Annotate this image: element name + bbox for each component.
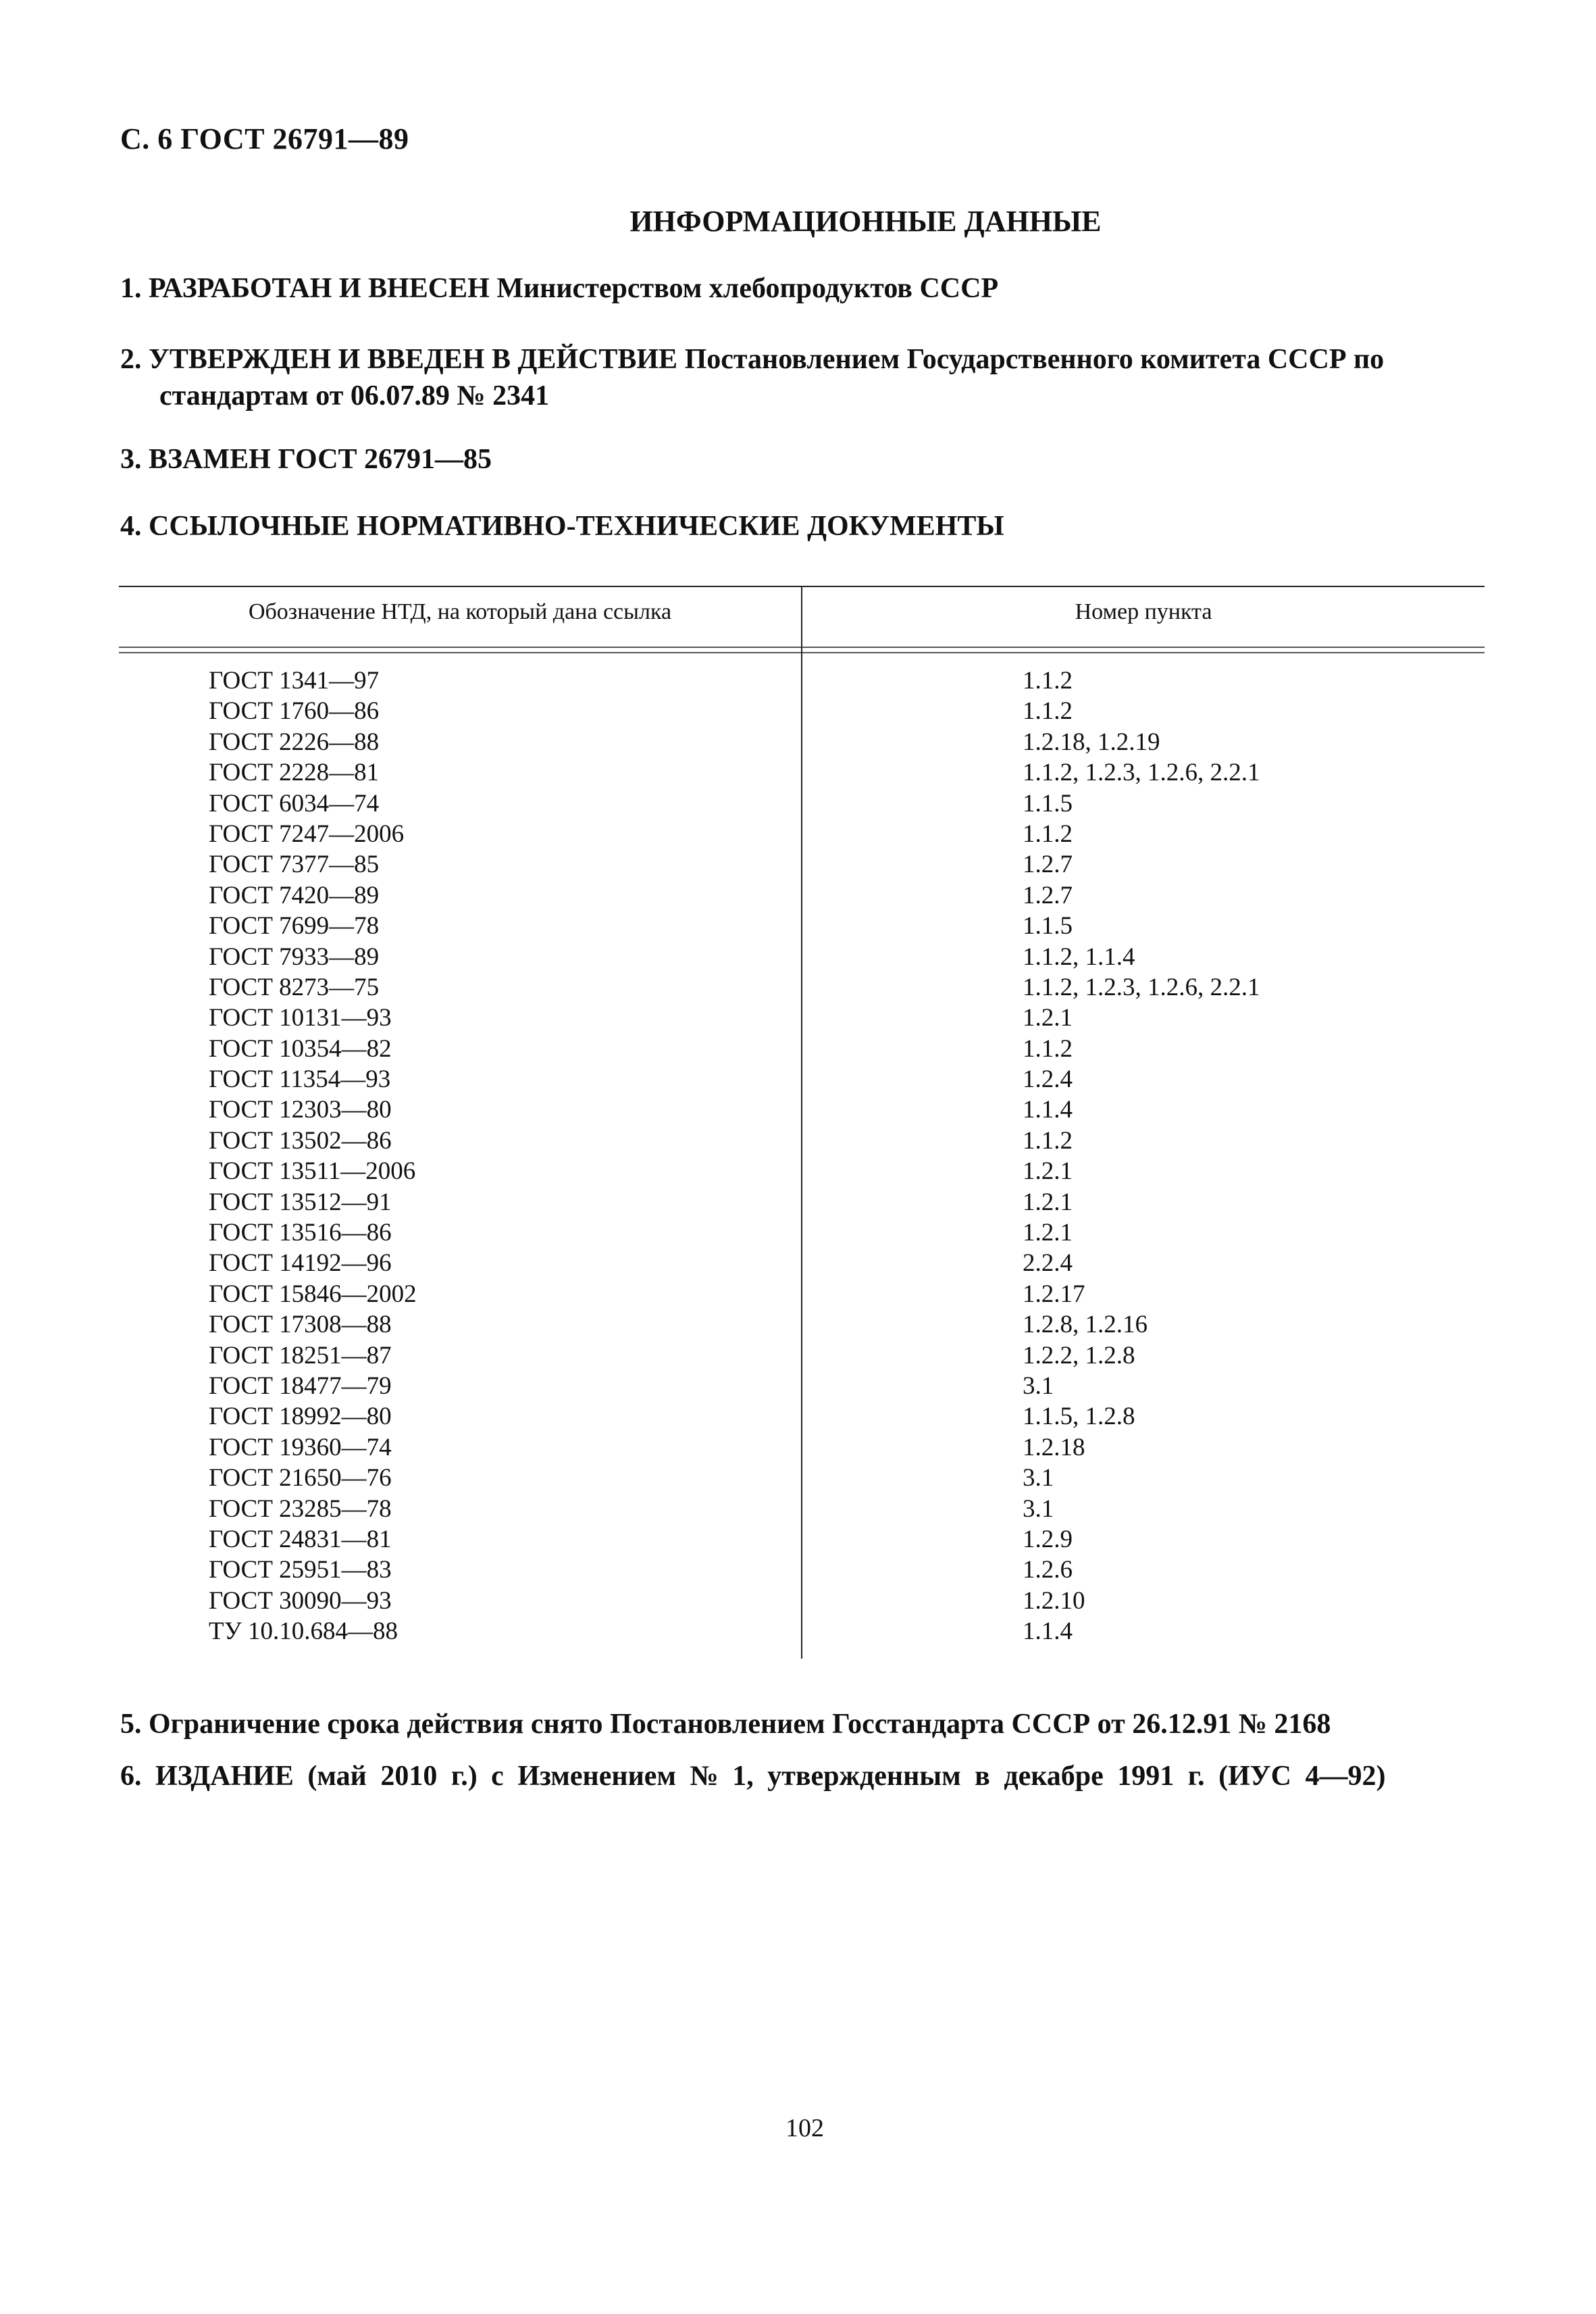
table-row: [119, 1126, 1485, 1156]
table-row: [119, 1463, 1485, 1493]
cell-clause: 1.2.4: [1023, 1065, 1073, 1094]
item-number: 2.: [120, 344, 142, 375]
cell-designation: ГОСТ 13512—91: [209, 1188, 392, 1216]
table-row: [119, 849, 1485, 880]
item-number: 4.: [120, 511, 142, 542]
cell-designation: ГОСТ 13511—2006: [209, 1157, 416, 1186]
cell-designation: ГОСТ 1341—97: [209, 667, 380, 695]
cell-clause: 1.2.2, 1.2.8: [1023, 1341, 1135, 1369]
cell-clause: 3.1: [1023, 1494, 1054, 1523]
table-row: [119, 1034, 1485, 1064]
cell-clause: 1.2.9: [1023, 1525, 1073, 1553]
table-row: [119, 1309, 1485, 1340]
item-number: 3.: [120, 444, 142, 475]
table-row: [119, 1217, 1485, 1248]
table-row: [119, 1187, 1485, 1217]
cell-designation: ГОСТ 7377—85: [209, 851, 380, 879]
cell-designation: ГОСТ 2228—81: [209, 759, 380, 787]
item-text: Постановлением Государственного комитета СССР по: [684, 344, 1385, 375]
cell-clause: 1.2.7: [1023, 851, 1073, 879]
item-caps: ССЫЛОЧНЫЕ НОРМАТИВНО-ТЕХНИЧЕСКИЕ ДОКУМЕНТЫ: [149, 511, 1004, 542]
table-row: [119, 1248, 1485, 1278]
table-row: [119, 911, 1485, 941]
item-text: Министерством хлебопродуктов СССР: [496, 273, 999, 304]
cell-designation: ГОСТ 18477—79: [209, 1372, 392, 1400]
cell-designation: ГОСТ 7699—78: [209, 912, 380, 940]
table-row: [119, 757, 1485, 788]
table-row: [119, 1003, 1485, 1033]
item-continuation: стандартам от 06.07.89 № 2341: [159, 380, 550, 411]
table-row: [119, 1494, 1485, 1524]
cell-clause: 1.1.5, 1.2.8: [1023, 1403, 1135, 1431]
cell-clause: 1.1.5: [1023, 789, 1073, 818]
cell-clause: 1.1.2: [1023, 667, 1073, 695]
table-row: [119, 1524, 1485, 1555]
cell-designation: ГОСТ 10131—93: [209, 1004, 392, 1032]
cell-designation: ГОСТ 13516—86: [209, 1219, 392, 1247]
cell-clause: 1.1.2, 1.2.3, 1.2.6, 2.2.1: [1023, 759, 1260, 787]
cell-clause: 1.2.18, 1.2.19: [1023, 728, 1160, 756]
table-row: [119, 1095, 1485, 1125]
cell-clause: 1.1.2, 1.1.4: [1023, 942, 1135, 971]
cell-designation: ГОСТ 12303—80: [209, 1096, 392, 1124]
cell-clause: 1.2.8, 1.2.16: [1023, 1311, 1148, 1339]
table-row: [119, 1279, 1485, 1309]
cell-designation: ГОСТ 7420—89: [209, 881, 380, 909]
cell-designation: ГОСТ 11354—93: [209, 1065, 391, 1094]
info-item-5: 5. Ограничение срока действия снято Постановлением Госстандарта СССР от 26.12.91 № 2168: [120, 1709, 1331, 1740]
info-item-2: [120, 341, 1491, 414]
info-item-4: [120, 508, 1491, 545]
cell-clause: 1.2.6: [1023, 1556, 1073, 1584]
reference-table: [119, 586, 1485, 1659]
running-head: С. 6 ГОСТ 26791—89: [120, 122, 409, 155]
cell-designation: ГОСТ 23285—78: [209, 1494, 392, 1523]
cell-clause: 1.1.5: [1023, 912, 1073, 940]
cell-clause: 1.2.18: [1023, 1433, 1085, 1461]
cell-clause: 2.2.4: [1023, 1249, 1073, 1278]
table-row: [119, 942, 1485, 972]
cell-clause: 1.2.17: [1023, 1280, 1085, 1308]
cell-clause: 1.1.2: [1023, 820, 1073, 848]
cell-designation: ГОСТ 18992—80: [209, 1403, 392, 1431]
table-row: [119, 1340, 1485, 1371]
table-row: [119, 1616, 1485, 1646]
cell-clause: 1.2.10: [1023, 1586, 1085, 1615]
cell-clause: 1.1.4: [1023, 1617, 1073, 1646]
cell-designation: ГОСТ 6034—74: [209, 789, 380, 818]
table-header-clause: Номер пункта: [1075, 599, 1212, 624]
cell-designation: ГОСТ 21650—76: [209, 1464, 392, 1492]
cell-designation: ГОСТ 30090—93: [209, 1586, 392, 1615]
cell-designation: ГОСТ 2226—88: [209, 728, 380, 756]
table-row: [119, 819, 1485, 849]
info-item-6: 6. ИЗДАНИЕ (май 2010 г.) с Изменением № 1, утвержденным в декабре 1991 г. (ИУС 4—92): [120, 1761, 1386, 1792]
cell-clause: 1.2.1: [1023, 1219, 1073, 1247]
table-row: [119, 696, 1485, 726]
cell-designation: ГОСТ 24831—81: [209, 1525, 392, 1553]
cell-clause: 1.1.2: [1023, 1034, 1073, 1063]
table-row: [119, 1156, 1485, 1186]
page-number: 102: [786, 2114, 824, 2142]
table-row: [119, 1586, 1485, 1616]
table-body: [119, 665, 1485, 1647]
table-row: [119, 1064, 1485, 1095]
table-row: [119, 1555, 1485, 1585]
table-row: [119, 788, 1485, 819]
table-row: [119, 665, 1485, 696]
table-row: [119, 727, 1485, 757]
item-caps: ВЗАМЕН ГОСТ 26791—85: [149, 444, 492, 475]
cell-designation: ГОСТ 8273—75: [209, 973, 380, 1001]
cell-clause: 1.1.2, 1.2.3, 1.2.6, 2.2.1: [1023, 973, 1260, 1001]
cell-designation: ТУ 10.10.684—88: [209, 1617, 398, 1646]
cell-designation: ГОСТ 13502—86: [209, 1126, 392, 1155]
item-caps: УТВЕРЖДЕН И ВВЕДЕН В ДЕЙСТВИЕ: [149, 344, 678, 375]
cell-designation: ГОСТ 7247—2006: [209, 820, 405, 848]
cell-clause: 1.2.1: [1023, 1004, 1073, 1032]
info-item-3: [120, 441, 1491, 478]
cell-designation: ГОСТ 15846—2002: [209, 1280, 417, 1308]
cell-clause: 3.1: [1023, 1464, 1054, 1492]
cell-designation: ГОСТ 7933—89: [209, 942, 380, 971]
table-row: [119, 1401, 1485, 1432]
cell-designation: ГОСТ 18251—87: [209, 1341, 392, 1369]
cell-clause: 1.2.1: [1023, 1157, 1073, 1186]
page-title: ИНФОРМАЦИОННЫЕ ДАННЫЕ: [629, 205, 1102, 238]
item-number: 1.: [120, 273, 142, 304]
cell-designation: ГОСТ 17308—88: [209, 1311, 392, 1339]
cell-clause: 1.2.1: [1023, 1188, 1073, 1216]
table-row: [119, 880, 1485, 911]
cell-designation: ГОСТ 25951—83: [209, 1556, 392, 1584]
cell-designation: ГОСТ 14192—96: [209, 1249, 392, 1278]
table-header-designation: Обозначение НТД, на который дана ссылка: [248, 599, 672, 624]
cell-clause: 3.1: [1023, 1372, 1054, 1400]
table-row: [119, 972, 1485, 1003]
cell-clause: 1.1.2: [1023, 697, 1073, 726]
cell-designation: ГОСТ 19360—74: [209, 1433, 392, 1461]
cell-designation: ГОСТ 10354—82: [209, 1034, 392, 1063]
cell-clause: 1.1.2: [1023, 1126, 1073, 1155]
cell-clause: 1.2.7: [1023, 881, 1073, 909]
table-row: [119, 1371, 1485, 1401]
item-caps: РАЗРАБОТАН И ВНЕСЕН: [149, 273, 490, 304]
cell-designation: ГОСТ 1760—86: [209, 697, 380, 726]
info-item-1: [120, 270, 1491, 307]
cell-clause: 1.1.4: [1023, 1096, 1073, 1124]
table-row: [119, 1432, 1485, 1463]
